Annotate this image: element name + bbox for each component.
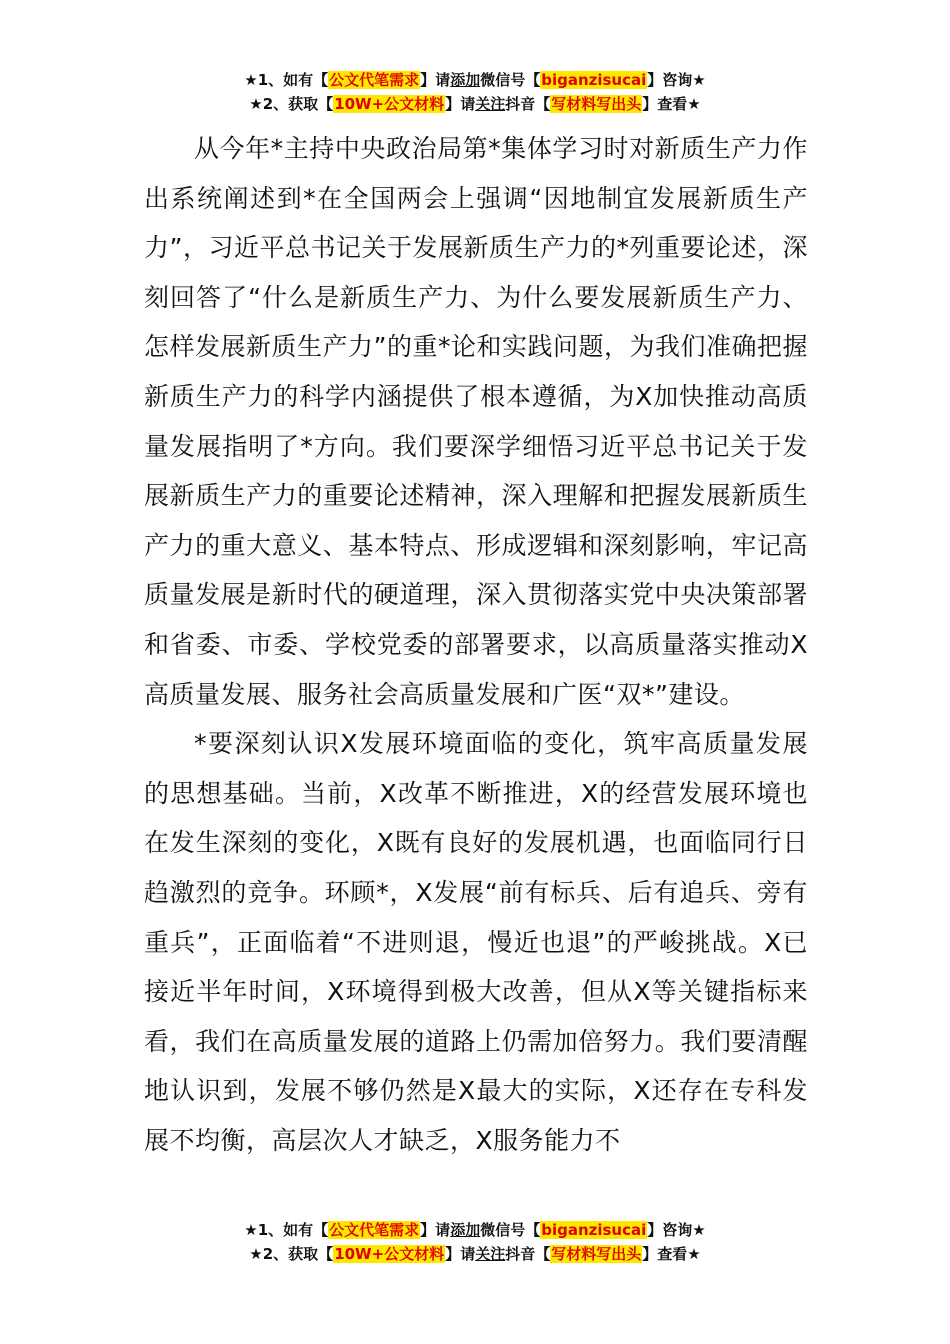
footer-line-2-douyin-id: 写材料写出头: [551, 1245, 642, 1263]
footer-line-1-wechat-label: 微信号【: [480, 1221, 541, 1239]
footer-line-1-suffix: 】咨询★: [647, 1221, 706, 1239]
document-body: [144, 124, 808, 1165]
footer-line-2: [0, 1242, 950, 1266]
header-line-2-douyin-id: 写材料写出头: [551, 95, 642, 113]
header-line-1-prefix: ★1、如有【: [244, 71, 329, 89]
paragraph-2: *要深刻认识X发展环境面临的变化，筑牢高质量发展的思想基础。当前，X改革不断推进，X的经营发展环境也在发生深刻的变化，X既有良好的发展机遇，也面临同行日趋激烈的竞争。环顾*，X发展“前有标兵、后有追兵、旁有重兵”，正面临着“不进则退，慢近也退”的严峻挑战。X已接近半年时间，X环境得到极大改善，但从X等关键指标来看，我们在高质量发展的道路上仍需加倍努力。我们要清醒地认识到，发展不够仍然是X最大的实际，X还存在专科发展不均衡，高层次人才缺乏，X服务能力不: [144, 729, 808, 1155]
footer-line-2-follow: 关注: [475, 1245, 506, 1263]
footer-line-1: [0, 1218, 950, 1242]
paragraph-1: 从今年*主持中央政治局第*集体学习时对新质生产力作出系统阐述到*在全国两会上强调“因地制宜发展新质生产力”，习近平总书记关于发展新质生产力的*列重要论述，深刻回答了“什么是新质生产力、为什么要发展新质生产力、怎样发展新质生产力”的重*论和实践问题，为我们准确把握新质生产力的科学内涵提供了根本遵循，为X加快推动高质量发展指明了*方向。我们要深学细悟习近平总书记关于发展新质生产力的重要论述精神，深入理解和把握发展新质生产力的重大意义、基本特点、形成逻辑和深刻影响，牢记高质量发展是新时代的硬道理，深入贯彻落实党中央决策部署和省委、市委、学校党委的部署要求，以高质量落实推动X高质量发展、服务社会高质量发展和广医“双*”建设。: [144, 134, 808, 709]
header-line-2-follow: 关注: [475, 95, 506, 113]
footer-line-2-text: 】请: [445, 1245, 476, 1263]
footer-line-1-add: 添加: [450, 1221, 481, 1239]
header-line-1-wechat-id: biganzisucai: [541, 71, 647, 89]
footer-line-1-text: 】请: [420, 1221, 451, 1239]
header-line-1-text: 】请: [420, 71, 451, 89]
header-line-1-add: 添加: [450, 71, 481, 89]
header-line-2: [0, 92, 950, 116]
header-line-2-suffix: 】查看★: [642, 95, 701, 113]
footer-line-2-prefix: ★2、获取【: [249, 1245, 334, 1263]
footer-line-2-materials: 10W+公文材料: [334, 1245, 445, 1263]
footer-line-2-suffix: 】查看★: [642, 1245, 701, 1263]
header-line-1-suffix: 】咨询★: [647, 71, 706, 89]
header-banner: [0, 68, 950, 116]
header-line-1-wechat-label: 微信号【: [480, 71, 541, 89]
header-line-2-douyin-label: 抖音【: [505, 95, 551, 113]
footer-line-1-wechat-id: biganzisucai: [541, 1221, 647, 1239]
footer-line-1-prefix: ★1、如有【: [244, 1221, 329, 1239]
header-line-2-materials: 10W+公文材料: [334, 95, 445, 113]
footer-line-1-service: 公文代笔需求: [329, 1221, 420, 1239]
footer-line-2-douyin-label: 抖音【: [505, 1245, 551, 1263]
header-line-2-prefix: ★2、获取【: [249, 95, 334, 113]
footer-banner: [0, 1218, 950, 1266]
header-line-1: [0, 68, 950, 92]
header-line-2-text: 】请: [445, 95, 476, 113]
header-line-1-service: 公文代笔需求: [329, 71, 420, 89]
